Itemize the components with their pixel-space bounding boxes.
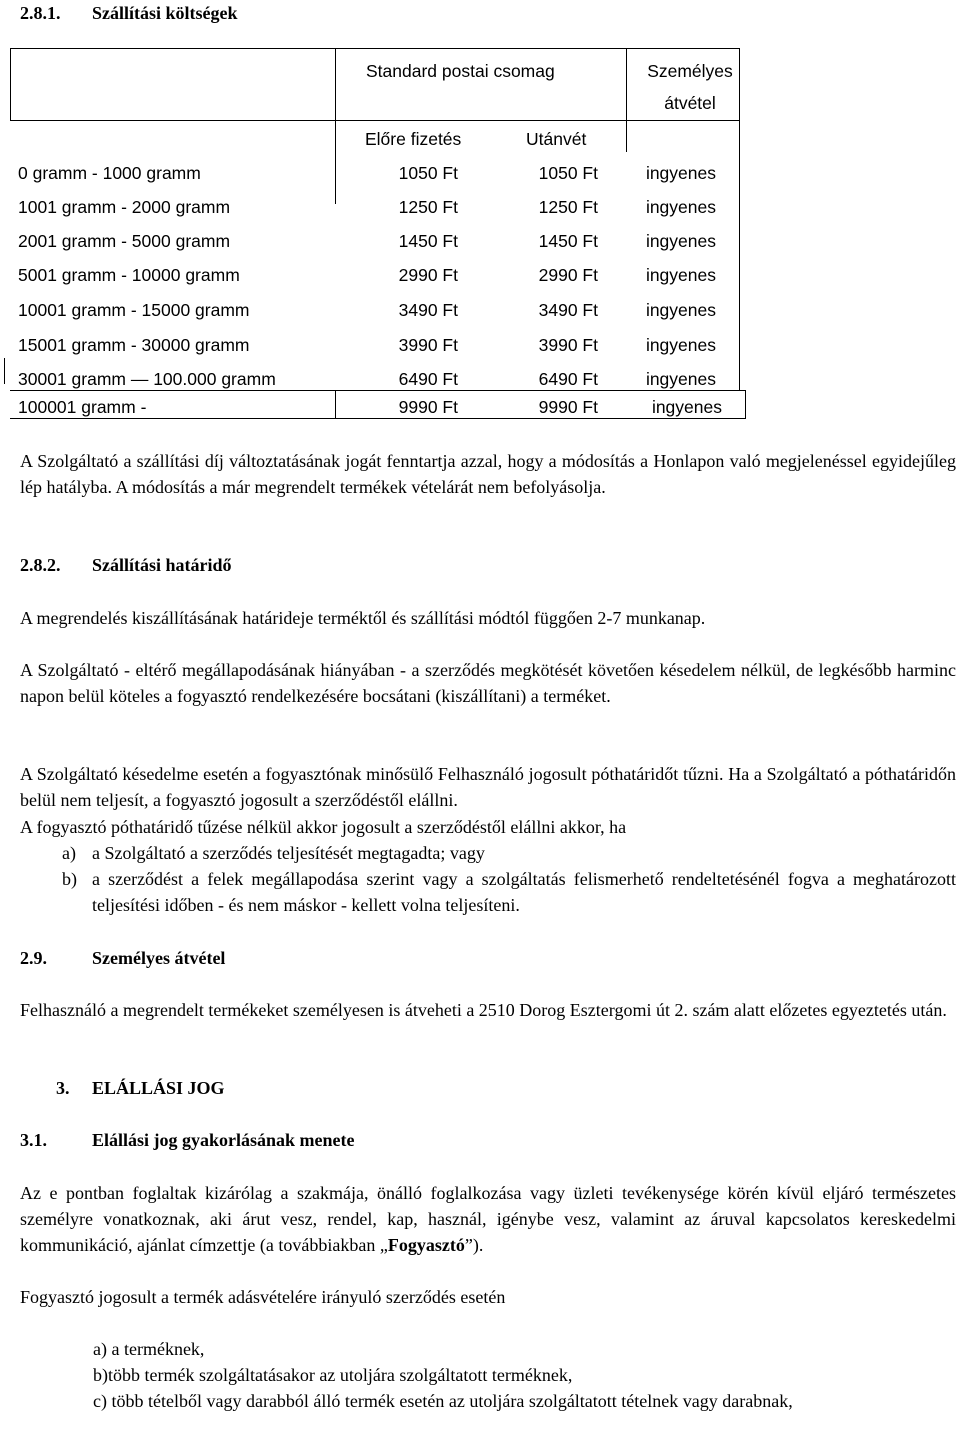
row-range: 0 gramm - 1000 gramm xyxy=(18,163,201,183)
row-prepay: 1050 Ft xyxy=(398,163,458,183)
row-cod: 1450 Ft xyxy=(538,231,598,251)
section-heading-3-1 xyxy=(20,1127,355,1153)
section-title: Személyes átvétel xyxy=(92,948,226,968)
term-fogyaszto: Fogyasztó xyxy=(387,1235,465,1255)
row-range: 100001 gramm - xyxy=(18,397,147,417)
section-number: 3. xyxy=(56,1078,70,1098)
list-text: a szerződést a felek megállapodása szerint vagy a szolgáltatás felismerhető rendeltetésénél fogva a meghatározott teljesítési időben - és nem máskor - kellett volna teljesíteni. xyxy=(92,869,956,915)
list-item: a) a terméknek, xyxy=(93,1339,205,1359)
section-title: Elállási jog gyakorlásának menete xyxy=(92,1130,355,1150)
header-cash-on-delivery: Utánvét xyxy=(526,129,587,149)
row-prepay: 9990 Ft xyxy=(398,397,458,417)
section-title: ELÁLLÁSI JOG xyxy=(92,1078,225,1098)
row-range: 2001 gramm - 5000 gramm xyxy=(18,231,231,251)
row-prepay: 3990 Ft xyxy=(398,335,458,355)
header-personal-pickup-line2: átvétel xyxy=(664,93,716,113)
row-range: 10001 gramm - 15000 gramm xyxy=(18,300,250,320)
row-prepay: 3490 Ft xyxy=(398,300,458,320)
paragraph-delivery-deadline: A megrendelés kiszállításának határideje terméktől és szállítási módtól függően 2-7 munkanap. xyxy=(20,608,706,628)
section-title: Szállítási határidő xyxy=(92,555,232,575)
header-personal-pickup-line1: Személyes xyxy=(647,61,733,81)
list-item xyxy=(62,840,956,866)
section-number: 2.9. xyxy=(20,948,47,968)
paragraph-consumer-definition xyxy=(20,1180,956,1258)
row-prepay: 2990 Ft xyxy=(398,265,458,285)
paragraph-provider-obligation: A Szolgáltató - eltérő megállapodásának hiányában - a szerződés megkötését követően késedelem nélkül, de legkésőbb harminc napon belül köteles a fogyasztó rendelkezésére bocsátani (kiszállítani) a terméket. xyxy=(20,660,956,706)
section-number: 2.8.2. xyxy=(20,555,61,575)
row-range: 30001 gramm — 100.000 gramm xyxy=(18,369,276,389)
row-personal: ingyenes xyxy=(645,300,716,320)
list-withdraw-conditions xyxy=(62,840,956,918)
list-item xyxy=(62,866,956,918)
header-standard-postal-package: Standard postai csomag xyxy=(366,61,555,81)
section-heading-2-9 xyxy=(20,945,225,971)
row-prepay: 6490 Ft xyxy=(398,369,458,389)
list-item: b)több termék szolgáltatásakor az utoljára szolgáltatott terméknek, xyxy=(93,1365,573,1385)
row-cod: 1050 Ft xyxy=(538,163,598,183)
row-cod: 3490 Ft xyxy=(538,300,598,320)
paragraph-fee-change: A Szolgáltató a szállítási díj változtatásának jogát fenntartja azzal, hogy a módosítás a Honlapon való megjelenéssel egyidejűleg lép hatályba. A módosítás a már megrendelt termékek vételárát nem befolyásolja. xyxy=(20,451,956,497)
row-cod: 2990 Ft xyxy=(538,265,598,285)
row-personal: ingyenes xyxy=(645,335,716,355)
list-marker: a) xyxy=(62,843,76,863)
section-number: 2.8.1. xyxy=(20,3,61,23)
row-personal: ingyenes xyxy=(651,397,722,417)
row-range: 1001 gramm - 2000 gramm xyxy=(18,197,231,217)
list-text: a Szolgáltató a szerződés teljesítését megtagadta; vagy xyxy=(92,843,485,863)
section-heading-3 xyxy=(56,1075,225,1101)
row-personal: ingyenes xyxy=(645,197,716,217)
row-cod: 1250 Ft xyxy=(538,197,598,217)
paragraph-personal-pickup: Felhasználó a megrendelt termékeket személyesen is átveheti a 2510 Dorog Esztergomi út 2. szám alatt előzetes egyeztetés után. xyxy=(20,1000,947,1020)
row-prepay: 1250 Ft xyxy=(398,197,458,217)
paragraph-withdraw-intro: A fogyasztó póthatáridő tűzése nélkül akkor jogosult a szerződéstől elállni akkor, ha xyxy=(20,817,627,837)
header-prepayment: Előre fizetés xyxy=(365,129,462,149)
row-cod: 6490 Ft xyxy=(538,369,598,389)
paragraph-provider-delay: A Szolgáltató késedelme esetén a fogyasztónak minősülő Felhasználó jogosult póthatáridőt tűzni. Ha a Szolgáltató a póthatáridőn belül nem teljesít, a fogyasztó jogosult a szerződéstől elállni. xyxy=(20,764,956,810)
row-cod: 3990 Ft xyxy=(538,335,598,355)
row-personal: ingyenes xyxy=(645,231,716,251)
text-part: ”). xyxy=(464,1235,484,1255)
row-personal: ingyenes xyxy=(645,163,716,183)
row-prepay: 1450 Ft xyxy=(398,231,458,251)
text-part: Az e pontban foglaltak kizárólag a szakmája, önálló foglalkozása vagy üzleti tevékenysége körén kívül eljáró természetes személyre vonatkoznak, aki árut vesz, rendel, kap, használ, igénybe vesz, valamint az áruval kapcsolatos kereskedelmi kommunikáció, ajánlat címzettje (a továbbiakban „ xyxy=(20,1183,956,1255)
row-range: 15001 gramm - 30000 gramm xyxy=(18,335,250,355)
shipping-cost-table xyxy=(10,48,740,418)
section-number: 3.1. xyxy=(20,1130,47,1150)
section-heading-2-8-2 xyxy=(20,552,232,578)
paragraph-consumer-entitled: Fogyasztó jogosult a termék adásvételére irányuló szerződés esetén xyxy=(20,1287,506,1307)
section-title: Szállítási költségek xyxy=(92,3,238,23)
list-item: c) több tételből vagy darabból álló termék esetén az utoljára szolgáltatott tételnek vagy darabnak, xyxy=(93,1391,793,1411)
row-cod: 9990 Ft xyxy=(538,397,598,417)
row-personal: ingyenes xyxy=(645,265,716,285)
section-heading-2-8-1 xyxy=(20,0,238,26)
row-range: 5001 gramm - 10000 gramm xyxy=(18,265,240,285)
row-personal: ingyenes xyxy=(645,369,716,389)
list-marker: b) xyxy=(62,869,77,889)
list-cases xyxy=(93,1336,956,1414)
